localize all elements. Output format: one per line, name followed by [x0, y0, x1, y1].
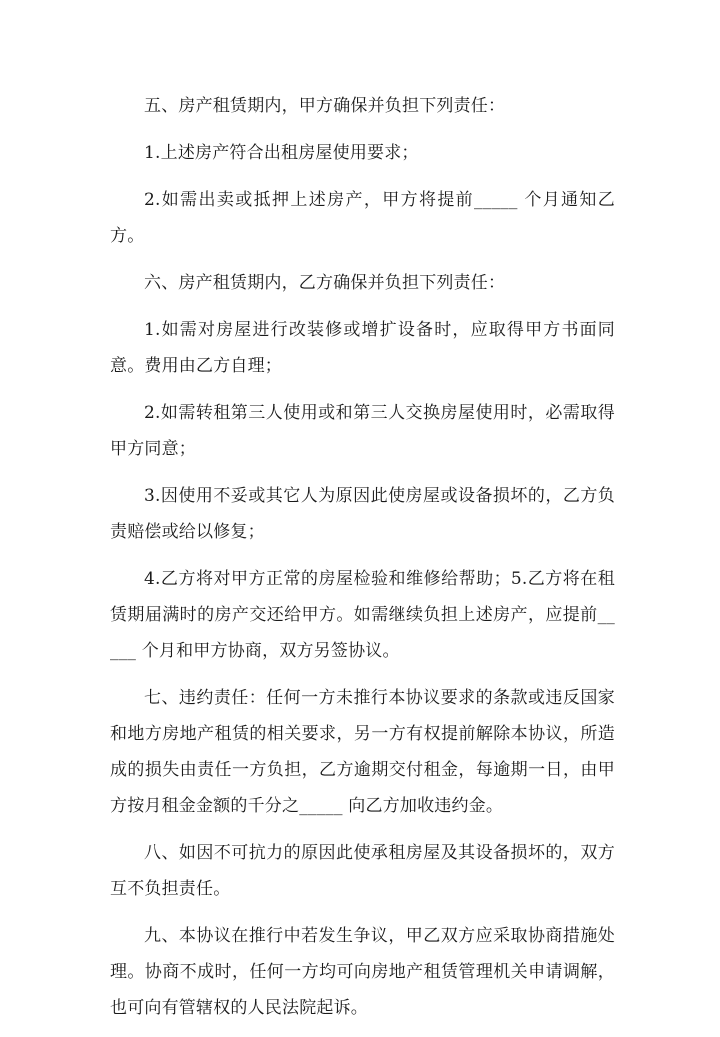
clause-6-heading: 六、房产租赁期内，乙方确保并负担下列责任： — [144, 273, 506, 293]
clause-6-item-3: 3.因使用不妥或其它人为原因此使房屋或设备损坏的，乙方负责赔偿或给以修复； — [110, 486, 615, 542]
clause-5-item-2: 2.如需出卖或抵押上述房产，甲方将提前_____ 个月通知乙方。 — [110, 190, 615, 246]
clause-6-item-4-5: 4.乙方将对甲方正常的房屋检验和维修给帮助；5.乙方将在租赁期届满时的房产交还给甲方。如需继续负担上述房产，应提前_____ 个月和甲方协商，双方另签协议。 — [110, 569, 615, 661]
clause-7-breach: 七、违约责任：任何一方未推行本协议要求的条款或违反国家和地方房地产租赁的相关要求，另一方有权提前解除本协议，所造成的损失由责任一方负担，乙方逾期交付租金，每逾期一日，由甲方按月租金金额的千分之_____ 向乙方加收违约金。 — [110, 688, 615, 816]
clause-8-force-majeure: 八、如因不可抗力的原因此使承租房屋及其设备损坏的，双方互不负担责任。 — [110, 843, 615, 899]
clause-6-item-2: 2.如需转租第三人使用或和第三人交换房屋使用时，必需取得甲方同意； — [110, 403, 615, 459]
clause-5-item-1: 1.上述房产符合出租房屋使用要求； — [144, 143, 419, 163]
document-body — [110, 88, 615, 1037]
clause-6-item-1: 1.如需对房屋进行改装修或增扩设备时，应取得甲方书面同意。费用由乙方自理； — [110, 320, 615, 376]
clause-9-disputes: 九、本协议在推行中若发生争议，甲乙双方应采取协商措施处理。协商不成时，任何一方均可向房地产租赁管理机关申请调解，也可向有管辖权的人民法院起诉。 — [110, 926, 615, 1018]
clause-5-heading: 五、房产租赁期内，甲方确保并负担下列责任： — [144, 96, 506, 116]
